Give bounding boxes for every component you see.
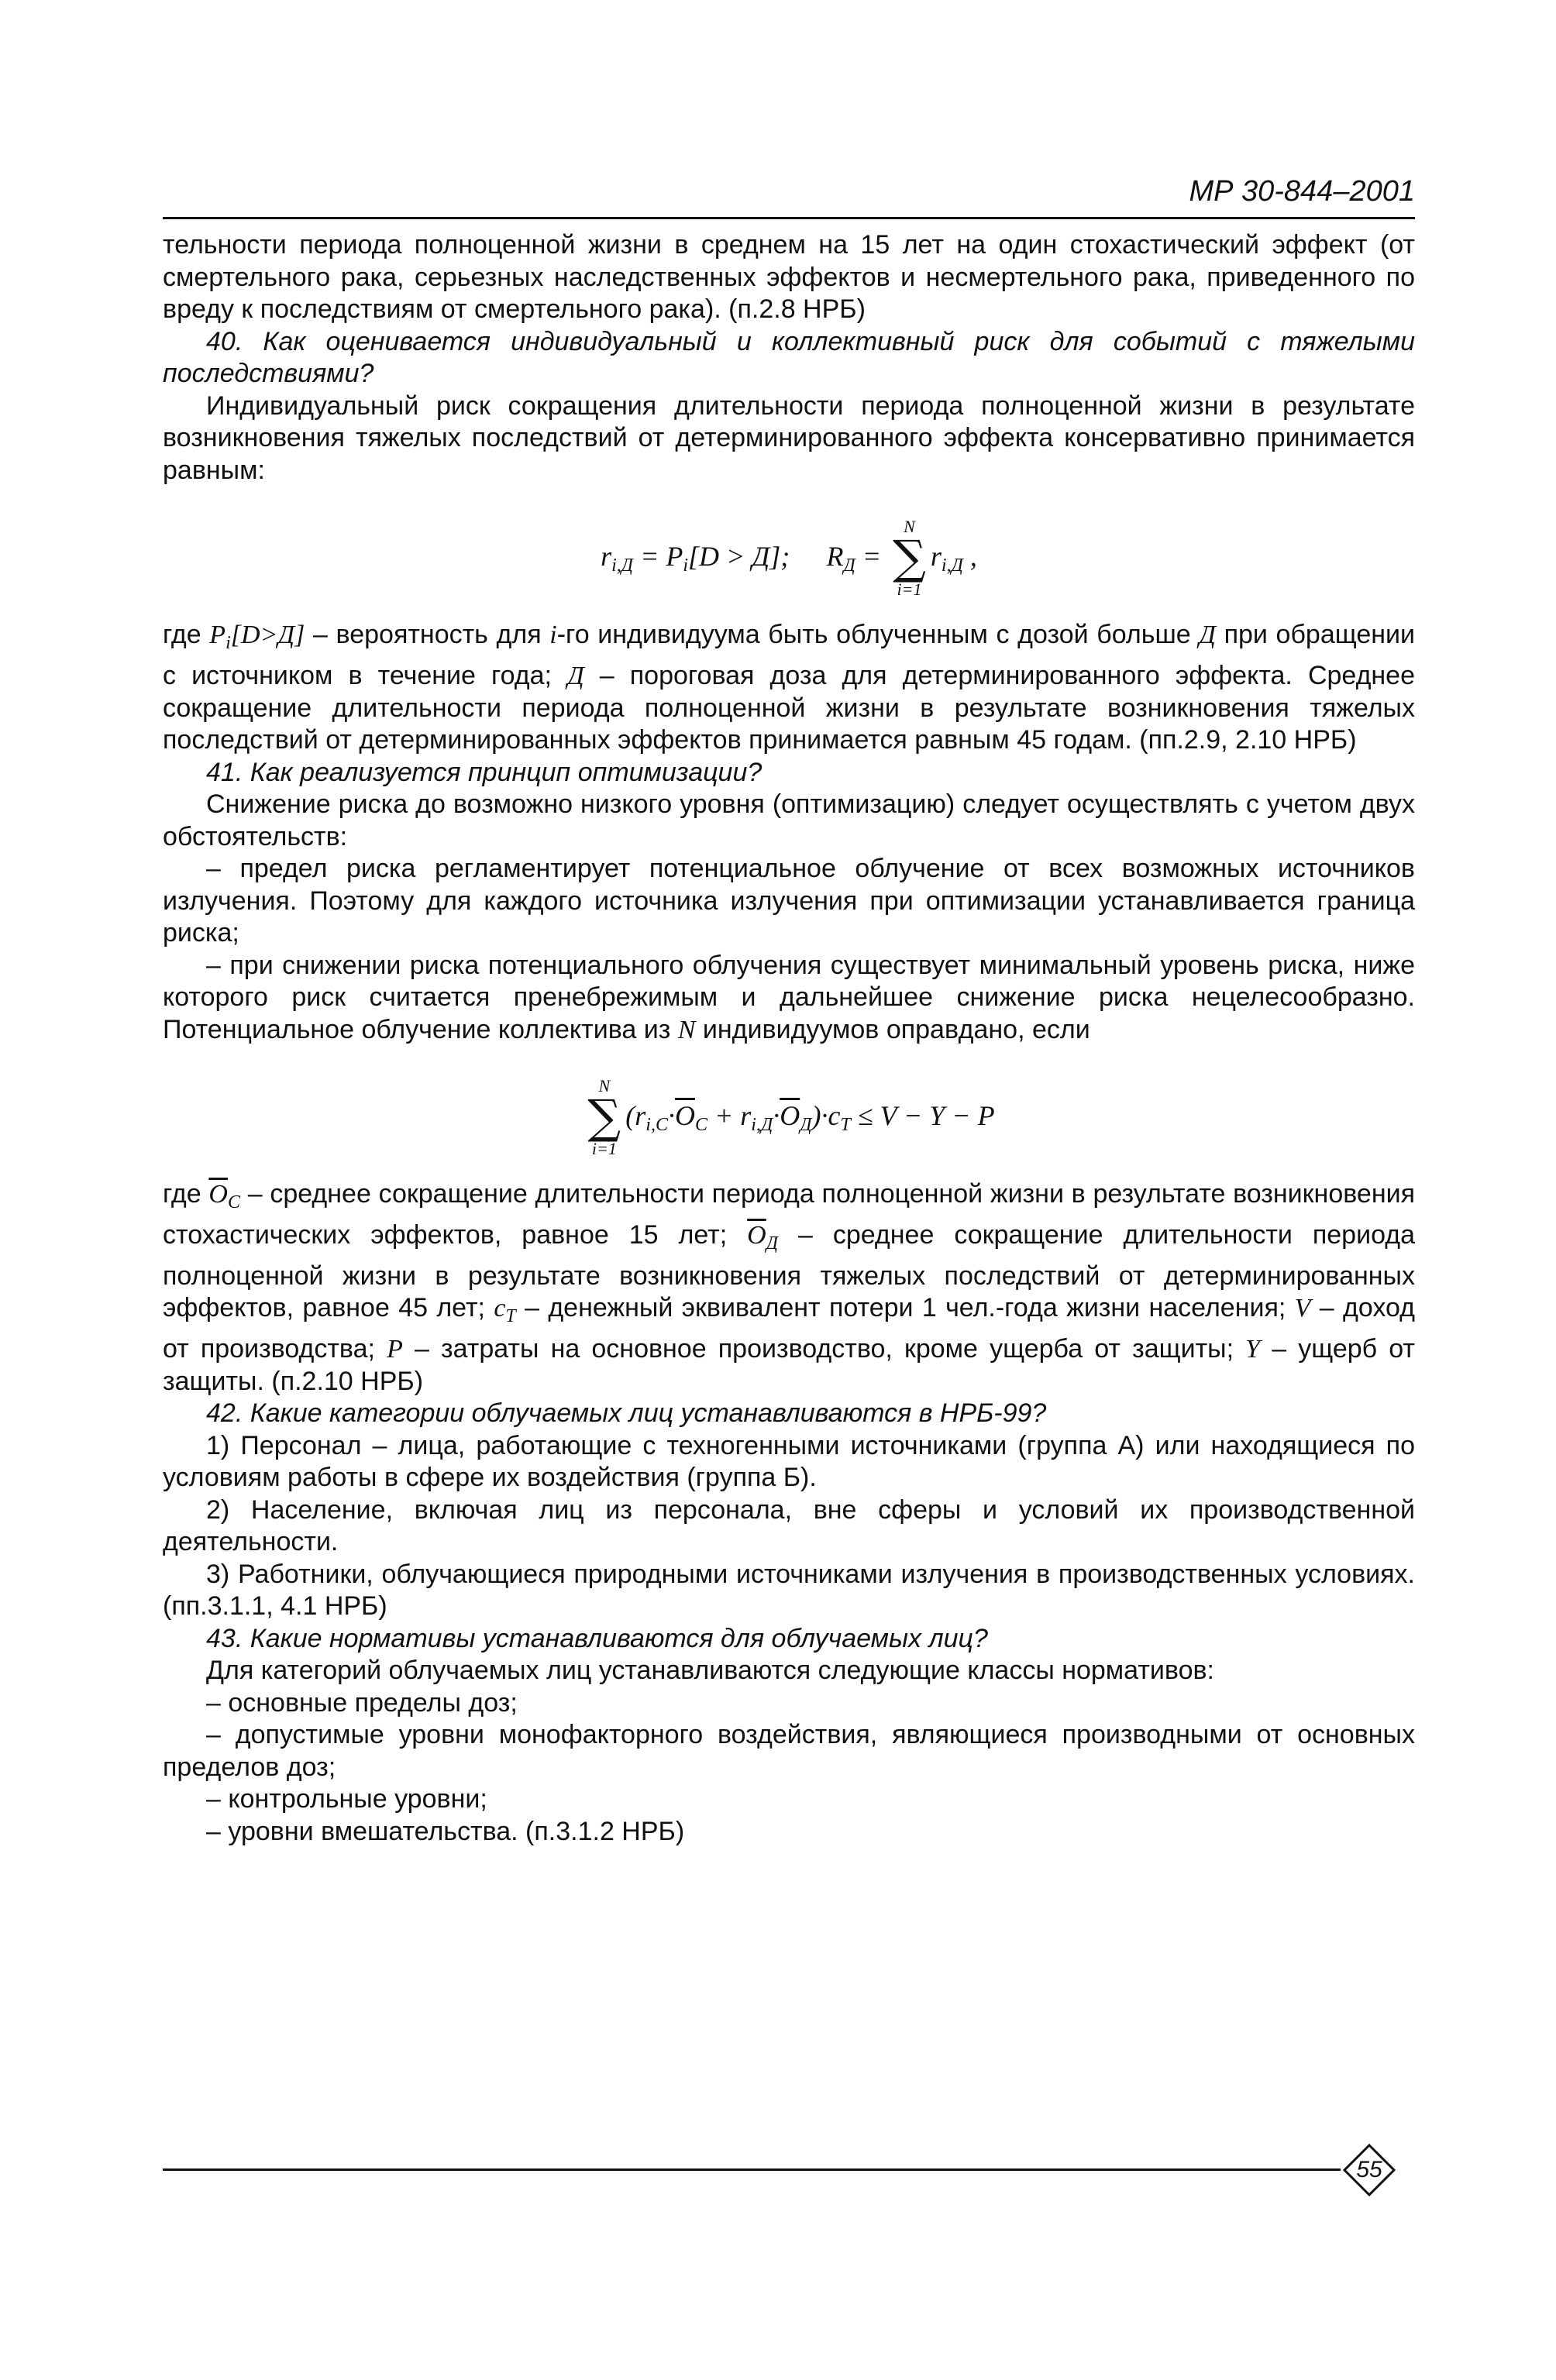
list-item: 2) Население, включая лиц из персонала, вне сферы и условий их производственной деятельности.	[163, 1494, 1415, 1556]
list-item: 1) Персонал – лица, работающие с техногенными источниками (группа А) или находящиеся по условиям работы в сфере их воздействия (группа Б).	[163, 1430, 1415, 1492]
sum-symbol: N ∑ i=1	[893, 517, 926, 600]
list-item: – основные пределы доз;	[206, 1687, 518, 1718]
formula-lhs: $r_{i,Д} = P_i[D > Д]$;	[601, 540, 790, 576]
list-item: – контрольные уровни;	[206, 1784, 487, 1814]
page-footer	[163, 2143, 1410, 2197]
question-41: 41. Как реализуется принцип оптимизации?	[206, 757, 763, 787]
document-body	[163, 229, 1415, 1848]
list-item: – допустимые уровни монофакторного воздействия, являющиеся производными от основных пределов доз;	[163, 1720, 1415, 1782]
page-number-badge	[1342, 2143, 1396, 2197]
formula-individual-risk: $r_{i,Д} = P_i[D > Д]$; $R_Д$ = N ∑ i=1 $r_{i,Д}$ ,	[601, 517, 977, 600]
footer-rule	[163, 2168, 1341, 2171]
list-item: – уровни вмешательства. (п.3.1.2 НРБ)	[206, 1816, 685, 1846]
question-40: 40. Как оценивается индивидуальный и коллективный риск для событий с тяжелыми последствиями?	[163, 326, 1415, 388]
paragraph: – предел риска регламентирует потенциальное облучение от всех возможных источников излучения. Поэтому для каждого источника излучения при оптимизации устанавливается граница риска;	[163, 854, 1415, 948]
page-header	[163, 175, 1415, 222]
sum-symbol: N ∑ i=1	[587, 1076, 621, 1159]
formula-optimization: N ∑ i=1 $(r_{i,C}\cdot\overline{O}_C + r_{i,Д}\cdot\overline{O}_Д)\cdot c_T \le V - Y - P$	[587, 1076, 995, 1159]
paragraph: где $P_i[D>Д]$ – вероятность для i-го индивидуума быть облученным с дозой больше Д при обращении с источником в течение года; Д – пороговая доза для детерминированного эффекта. Среднее сокращение длительности периода полноценной жизни в результате возникновения тяжелых последствий от детерминированных эффектов принимается равным 45 годам. (пп.2.9, 2.10 НРБ)	[163, 620, 1416, 755]
paragraph: где $\overline{O}_C$ – среднее сокращение длительности периода полноценной жизни в результате возникновения стохастических эффектов, равное 15 лет; $\overline{O}_Д$ – среднее сокращение длительности периода полноценной жизни в результате возникновения тяжелых последствий от детерминированных эффектов, равное 45 лет; $c_T$ – денежный эквивалент потери 1 чел.-года жизни населения; V – доход от производства; P – затраты на основное производство, кроме ущерба от защиты; Y – ущерб от защиты. (п.2.10 НРБ)	[163, 1179, 1415, 1396]
paragraph: Снижение риска до возможно низкого уровня (оптимизацию) следует осуществлять с учетом двух обстоятельств:	[163, 789, 1415, 851]
paragraph: – при снижении риска потенциального облучения существует минимальный уровень риска, ниже которого риск считается пренебрежимым и дальнейшее снижение риска нецелесообразно. Потенциальное облучение коллектива из N индивидуумов оправдано, если	[163, 950, 1415, 1044]
paragraph: тельности периода полноценной жизни в среднем на 15 лет на один стохастический эффект (от смертельного рака, серьезных наследственных эффектов и несмертельного рака, приведенного по вреду к последствиям от смертельного рака). (п.2.8 НРБ)	[163, 230, 1415, 324]
paragraph: Индивидуальный риск сокращения длительности периода полноценной жизни в результате возникновения тяжелых последствий от детерминированного эффекта консервативно принимается равным:	[163, 390, 1415, 485]
formula-collective: $R_Д$ =	[826, 540, 889, 576]
question-42: 42. Какие категории облучаемых лиц устанавливаются в НРБ-99?	[206, 1398, 1047, 1428]
paragraph: Для категорий облучаемых лиц устанавливаются следующие классы нормативов:	[206, 1656, 1214, 1685]
document-code: МР 30-844–2001	[1189, 175, 1415, 208]
list-item: 3) Работники, облучающиеся природными источниками излучения в производственных условиях. (пп.3.1.1, 4.1 НРБ)	[163, 1559, 1415, 1621]
page-number: 55	[1356, 2157, 1382, 2182]
question-43: 43. Какие нормативы устанавливаются для облучаемых лиц?	[206, 1623, 988, 1653]
header-rule	[163, 217, 1415, 219]
